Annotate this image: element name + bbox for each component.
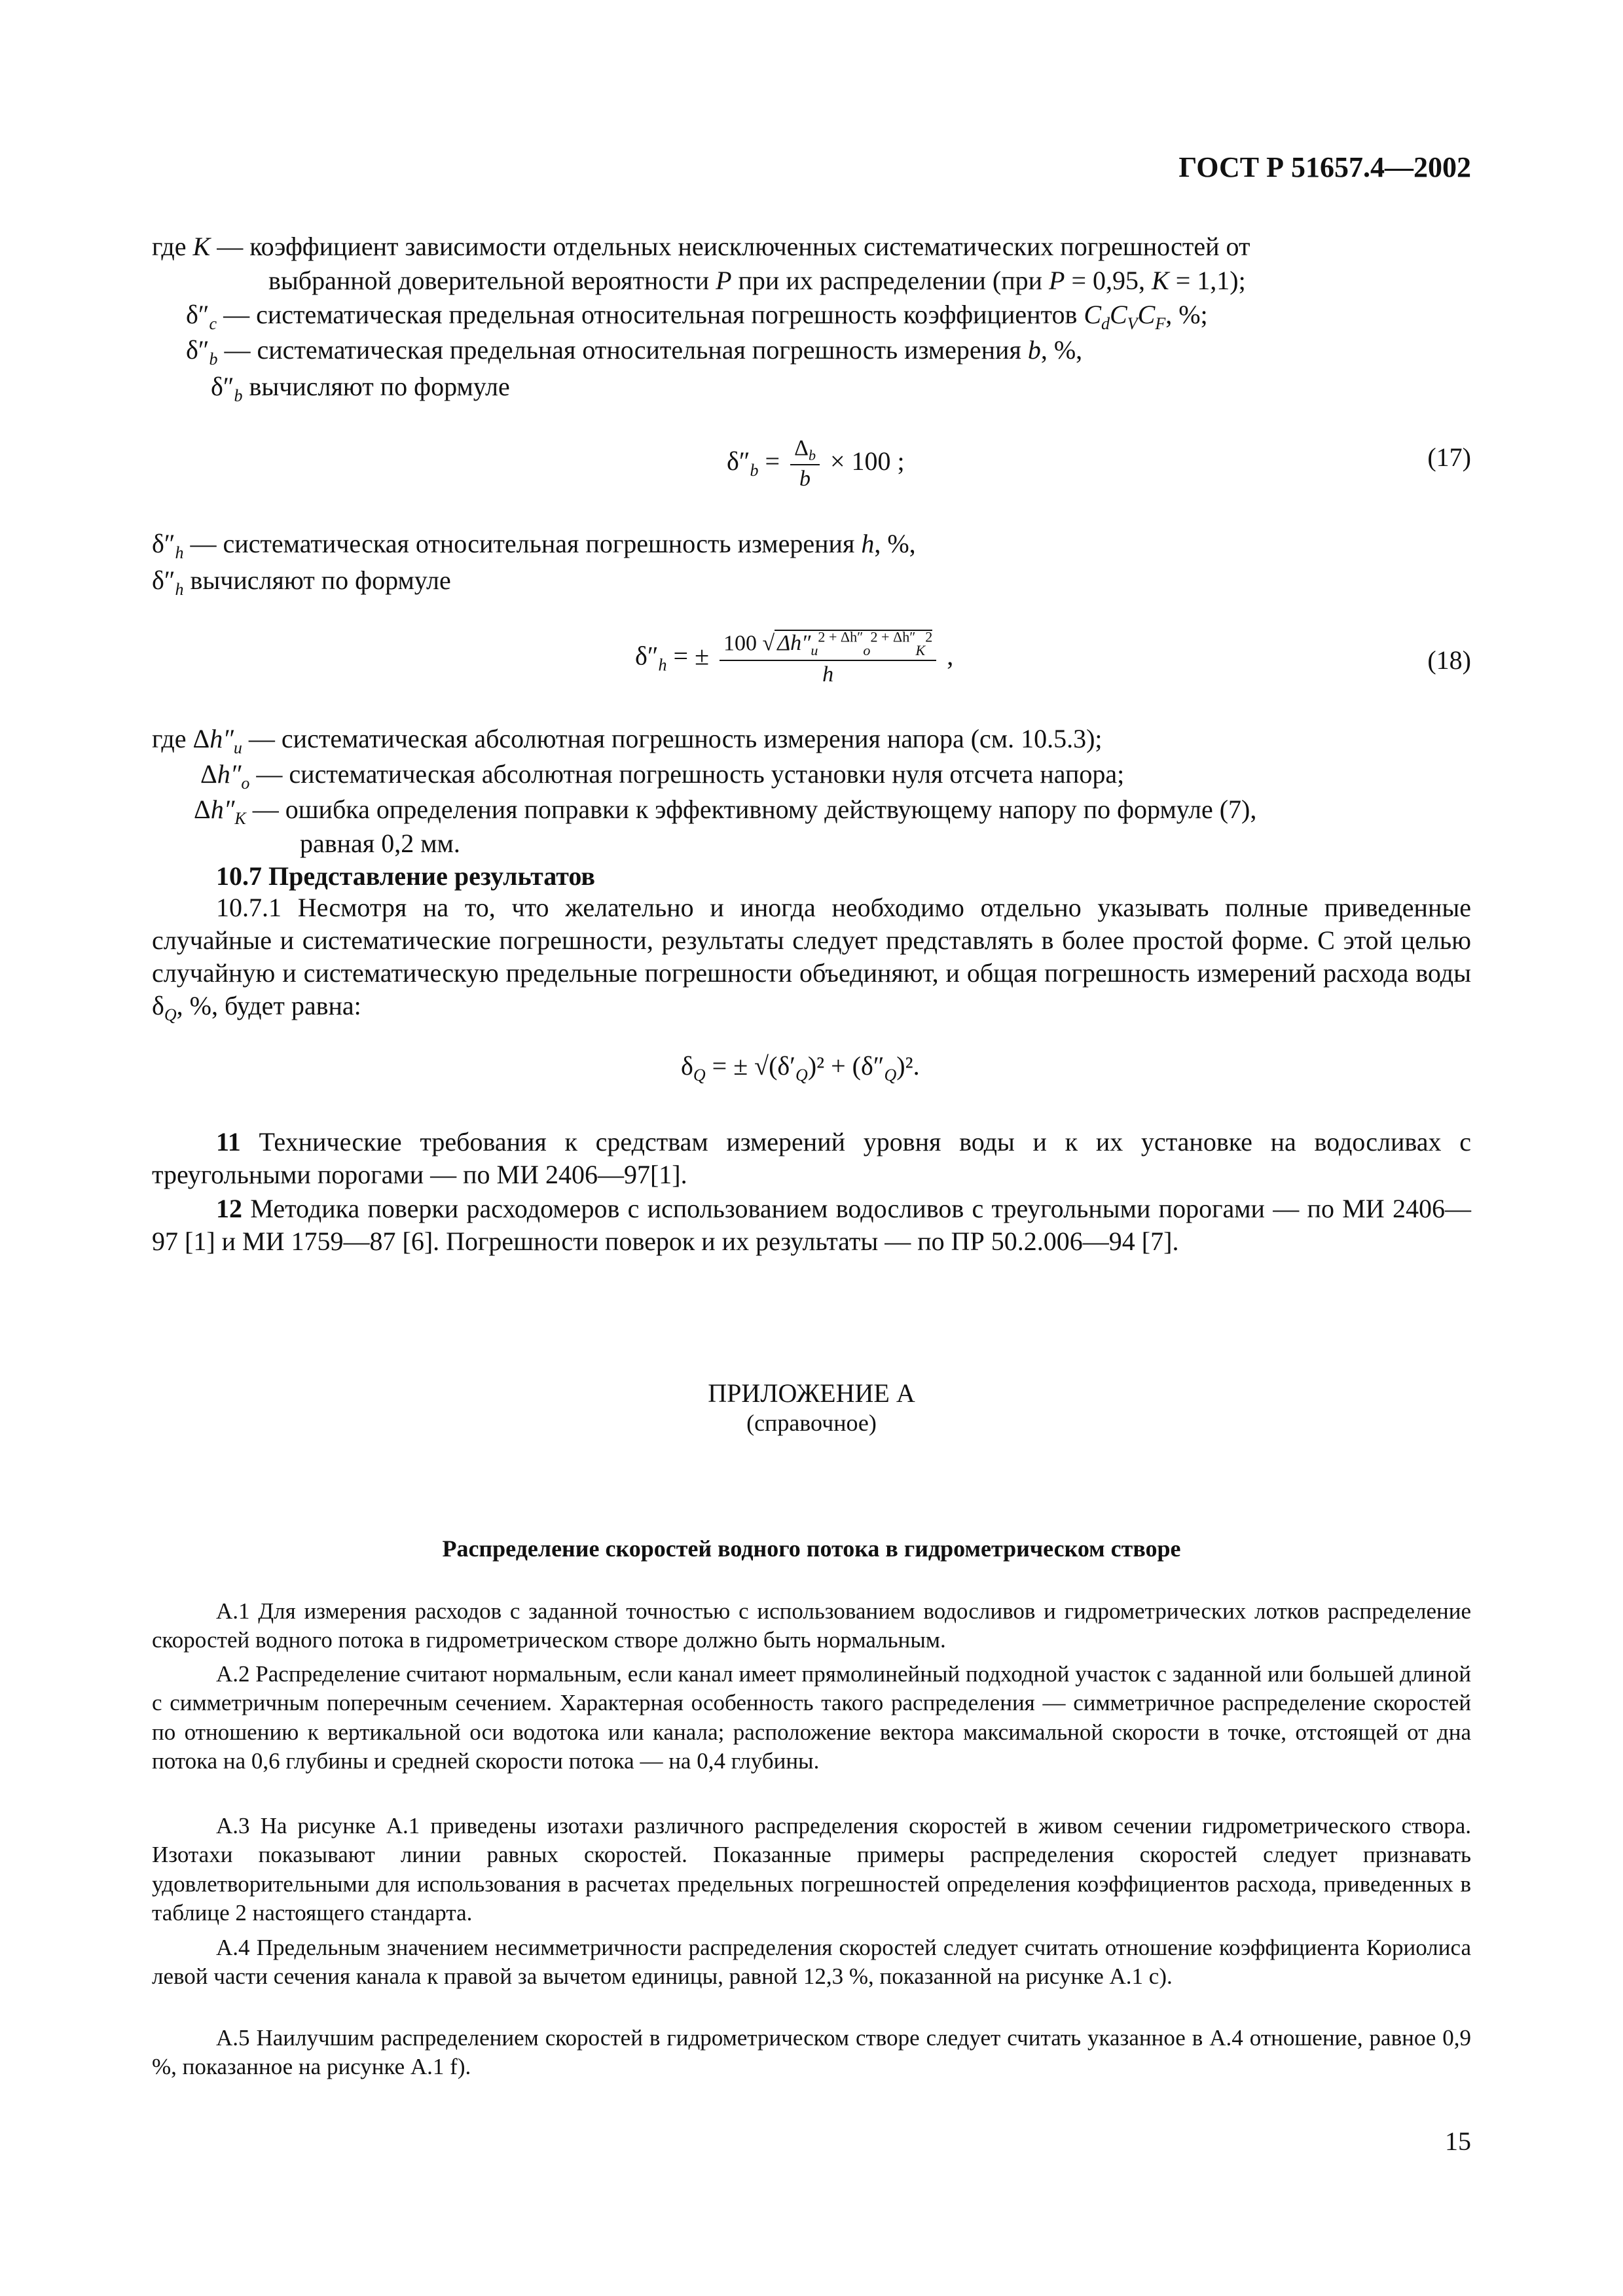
section-number: 12 — [216, 1194, 242, 1223]
math-operator: , — [940, 641, 954, 671]
math-subscript: b — [234, 386, 243, 405]
math-symbol: C — [1084, 300, 1102, 329]
math-symbol: Δh″ — [777, 631, 811, 656]
fraction-denominator: b — [799, 467, 811, 492]
definition-delta-h-o — [200, 758, 1124, 795]
definition-delta-h-formula-intro — [152, 564, 451, 601]
math-operator: = — [758, 446, 787, 476]
math-symbol: δ — [681, 1051, 693, 1081]
equation-17 — [727, 435, 905, 493]
math-subscript: Q — [693, 1066, 706, 1085]
math-exponent: 2 + Δh″ — [870, 629, 916, 645]
definition-delta-h-K-cont: равная 0,2 мм. — [300, 829, 460, 858]
definition-delta-h-u — [152, 723, 1103, 759]
def-text: , %; — [1165, 300, 1208, 329]
def-text: — систематическая относительная погрешность измерения — [183, 529, 862, 558]
def-text: = 1,1); — [1169, 266, 1246, 295]
section-12-paragraph — [152, 1193, 1471, 1258]
math-symbol: P — [716, 266, 732, 295]
math-subscript: V — [1127, 314, 1138, 333]
def-text: выбранной доверительной вероятности — [268, 266, 716, 295]
fraction — [720, 628, 936, 689]
paragraph-text: , %, будет равна: — [176, 991, 361, 1020]
definition-K — [152, 230, 1250, 263]
math-symbol: δ″ — [727, 446, 750, 476]
math-subscript: u — [233, 738, 242, 757]
math-symbol: δ″ — [211, 372, 234, 401]
paragraph-text: Методика поверки расходомеров с использованием водосливов с треугольными порогами — по МИ 2406—97 [1] и МИ 1759—87 [6]. Погрешности поверок и их результаты — по ПР 50.2.006—94 [7]. — [152, 1194, 1471, 1256]
definition-delta-h-K — [194, 793, 1256, 830]
math-operator: = ± √(δ′ — [705, 1051, 796, 1081]
math-symbol: P — [1049, 266, 1065, 295]
math-operator: )². — [896, 1051, 920, 1081]
appendix-subtitle: (справочное) — [746, 1410, 877, 1436]
math-exponent: 2 + Δh″ — [818, 629, 864, 645]
def-text: — коэффициент зависимости отдельных неисключенных систематических погрешностей от — [210, 232, 1250, 261]
fraction-numerator — [790, 435, 820, 465]
math-operator: × 100 ; — [824, 446, 905, 476]
math-subscript: c — [209, 314, 217, 333]
math-symbol: Δ — [794, 436, 809, 460]
appendix-title: ПРИЛОЖЕНИЕ А — [708, 1378, 915, 1408]
math-symbol: C — [1110, 300, 1127, 329]
definition-delta-b — [186, 334, 1082, 370]
math-symbol: 100 √ — [723, 631, 775, 656]
def-text: Δ — [194, 795, 211, 824]
math-symbol: C — [1137, 300, 1156, 329]
equation-18 — [635, 628, 953, 689]
def-text: — ошибка определения поправки к эффективному действующему напору по формуле (7), — [246, 795, 1257, 824]
math-subscript: u — [811, 642, 818, 659]
appendix-heading: Распределение скоростей водного потока в гидрометрическом створе — [442, 1535, 1181, 1562]
math-subscript: h — [175, 580, 184, 599]
appendix-paragraph-a5: А.5 Наилучшим распределением скоростей в гидрометрическом створе следует считать указанное в А.4 отношение, равное 0,9 %, показанное на рисунке А.1 f). — [152, 2025, 1471, 2080]
appendix-paragraph-a4: А.4 Предельным значением несимметричности распределения скоростей следует считать отношение коэффициента Кориолиса левой части сечения канала к правой за вычетом единицы, равной 12,3 %, показанной на рисунке А.1 с). — [152, 1935, 1471, 1990]
def-text: — систематическая предельная относительная погрешность коэффициентов — [217, 300, 1084, 329]
def-text: — систематическая абсолютная погрешность установки нуля отсчета напора; — [249, 759, 1125, 789]
math-symbol: δ″ — [152, 529, 175, 558]
math-symbol: δ″ — [152, 565, 175, 595]
def-text: вычисляют по формуле — [183, 565, 451, 595]
math-symbol: δ″ — [186, 300, 210, 329]
section-number: 11 — [216, 1127, 241, 1157]
section-10-7-1-paragraph — [152, 891, 1471, 1026]
math-exponent: 2 — [925, 629, 933, 645]
math-symbol: h″ — [210, 724, 234, 753]
definition-K-cont — [268, 264, 1246, 297]
fraction-denominator: h — [822, 662, 834, 687]
math-subscript: o — [241, 774, 250, 793]
standard-header: ГОСТ Р 51657.4—2002 — [1178, 151, 1471, 183]
math-subscript: Q — [884, 1066, 897, 1085]
fraction — [790, 435, 820, 493]
math-symbol: h″ — [210, 795, 235, 824]
math-subscript: b — [808, 446, 816, 463]
equation-number-17: (17) — [1427, 442, 1471, 472]
def-text: при их распределении (при — [731, 266, 1049, 295]
definition-delta-c — [186, 298, 1208, 335]
math-subscript: b — [750, 461, 759, 480]
def-text: — систематическая предельная относительная погрешность измерения — [217, 335, 1028, 365]
def-text: вычисляют по формуле — [242, 372, 510, 401]
math-subscript: h — [175, 543, 184, 562]
math-symbol: h″ — [217, 759, 242, 789]
math-subscript: F — [1155, 314, 1166, 333]
math-symbol: K — [1152, 266, 1169, 295]
section-11-paragraph — [152, 1126, 1471, 1191]
math-subscript: b — [209, 350, 218, 368]
appendix-paragraph-a2: А.2 Распределение считают нормальным, если канал имеет прямолинейный подходной участок с заданной или большей длиной с симметричным поперечным сечением. Характерная особенность такого распределения — симметричное распределение скоростей по отношению к вертикальной оси водотока или канала; расположение вектора максимальной скорости в точке, отстоящей от дна потока на 0,6 глубины и средней скорости потока — на 0,4 глубины. — [152, 1661, 1471, 1774]
math-subscript: K — [234, 809, 246, 828]
equation-number-18: (18) — [1427, 645, 1471, 675]
def-text: = 0,95, — [1065, 266, 1152, 295]
paragraph-text: Технические требования к средствам измерений уровня воды и к их установке на водосливах с треугольными порогами — по МИ 2406—97[1]. — [152, 1127, 1471, 1189]
def-text: где — [152, 232, 193, 261]
sqrt-body — [775, 629, 933, 659]
definition-delta-b-formula-intro — [211, 370, 510, 407]
math-symbol: δ″ — [635, 641, 659, 671]
math-subscript: h — [658, 655, 667, 675]
math-operator: = ± — [666, 641, 716, 671]
equation-total-error — [681, 1050, 920, 1086]
definition-delta-h — [152, 528, 916, 564]
appendix-paragraph-a1: А.1 Для измерения расходов с заданной точностью с использованием водосливов и гидрометрических лотков распределение скоростей водного потока в гидрометрическом створе должно быть нормальным. — [152, 1598, 1471, 1653]
def-text: , %, — [874, 529, 916, 558]
math-symbol: b — [1027, 335, 1041, 365]
math-subscript: o — [863, 642, 871, 659]
math-operator: )² + (δ″ — [807, 1051, 884, 1081]
math-subscript: Q — [164, 1005, 177, 1024]
paragraph-text: 10.7.1 Несмотря на то, что желательно и иногда необходимо отдельно указывать полные приведенные случайные и систематические погрешности, результаты следует представлять в более простой форме. С этой целью случайную и систематическую предельные погрешности объединяют, и общая погрешность измерений расхода воды δ — [152, 893, 1471, 1020]
section-10-7-heading: 10.7 Представление результатов — [216, 861, 595, 891]
def-text: — систематическая абсолютная погрешность измерения напора (см. 10.5.3); — [242, 724, 1103, 753]
def-text: где Δ — [152, 724, 210, 753]
math-symbol: h — [861, 529, 875, 558]
def-text: , %, — [1040, 335, 1083, 365]
page-number: 15 — [1445, 2126, 1471, 2156]
math-subscript: Q — [795, 1066, 808, 1085]
math-symbol: K — [192, 232, 211, 261]
math-symbol: δ″ — [186, 335, 210, 365]
math-subscript: d — [1101, 314, 1110, 333]
math-subscript: K — [915, 642, 926, 659]
appendix-paragraph-a3: А.3 На рисунке А.1 приведены изотахи различного распределения скоростей в живом сечении гидрометрического створа. Изотахи показывают линии равных скоростей. Показанные примеры распределения скоростей следует признавать удовлетворительными для использования в расчетах предельных погрешностей определения коэффициентов расхода, приведенных в таблице 2 настоящего стандарта. — [152, 1813, 1471, 1926]
def-text: Δ — [200, 759, 217, 789]
fraction-numerator — [720, 628, 936, 661]
